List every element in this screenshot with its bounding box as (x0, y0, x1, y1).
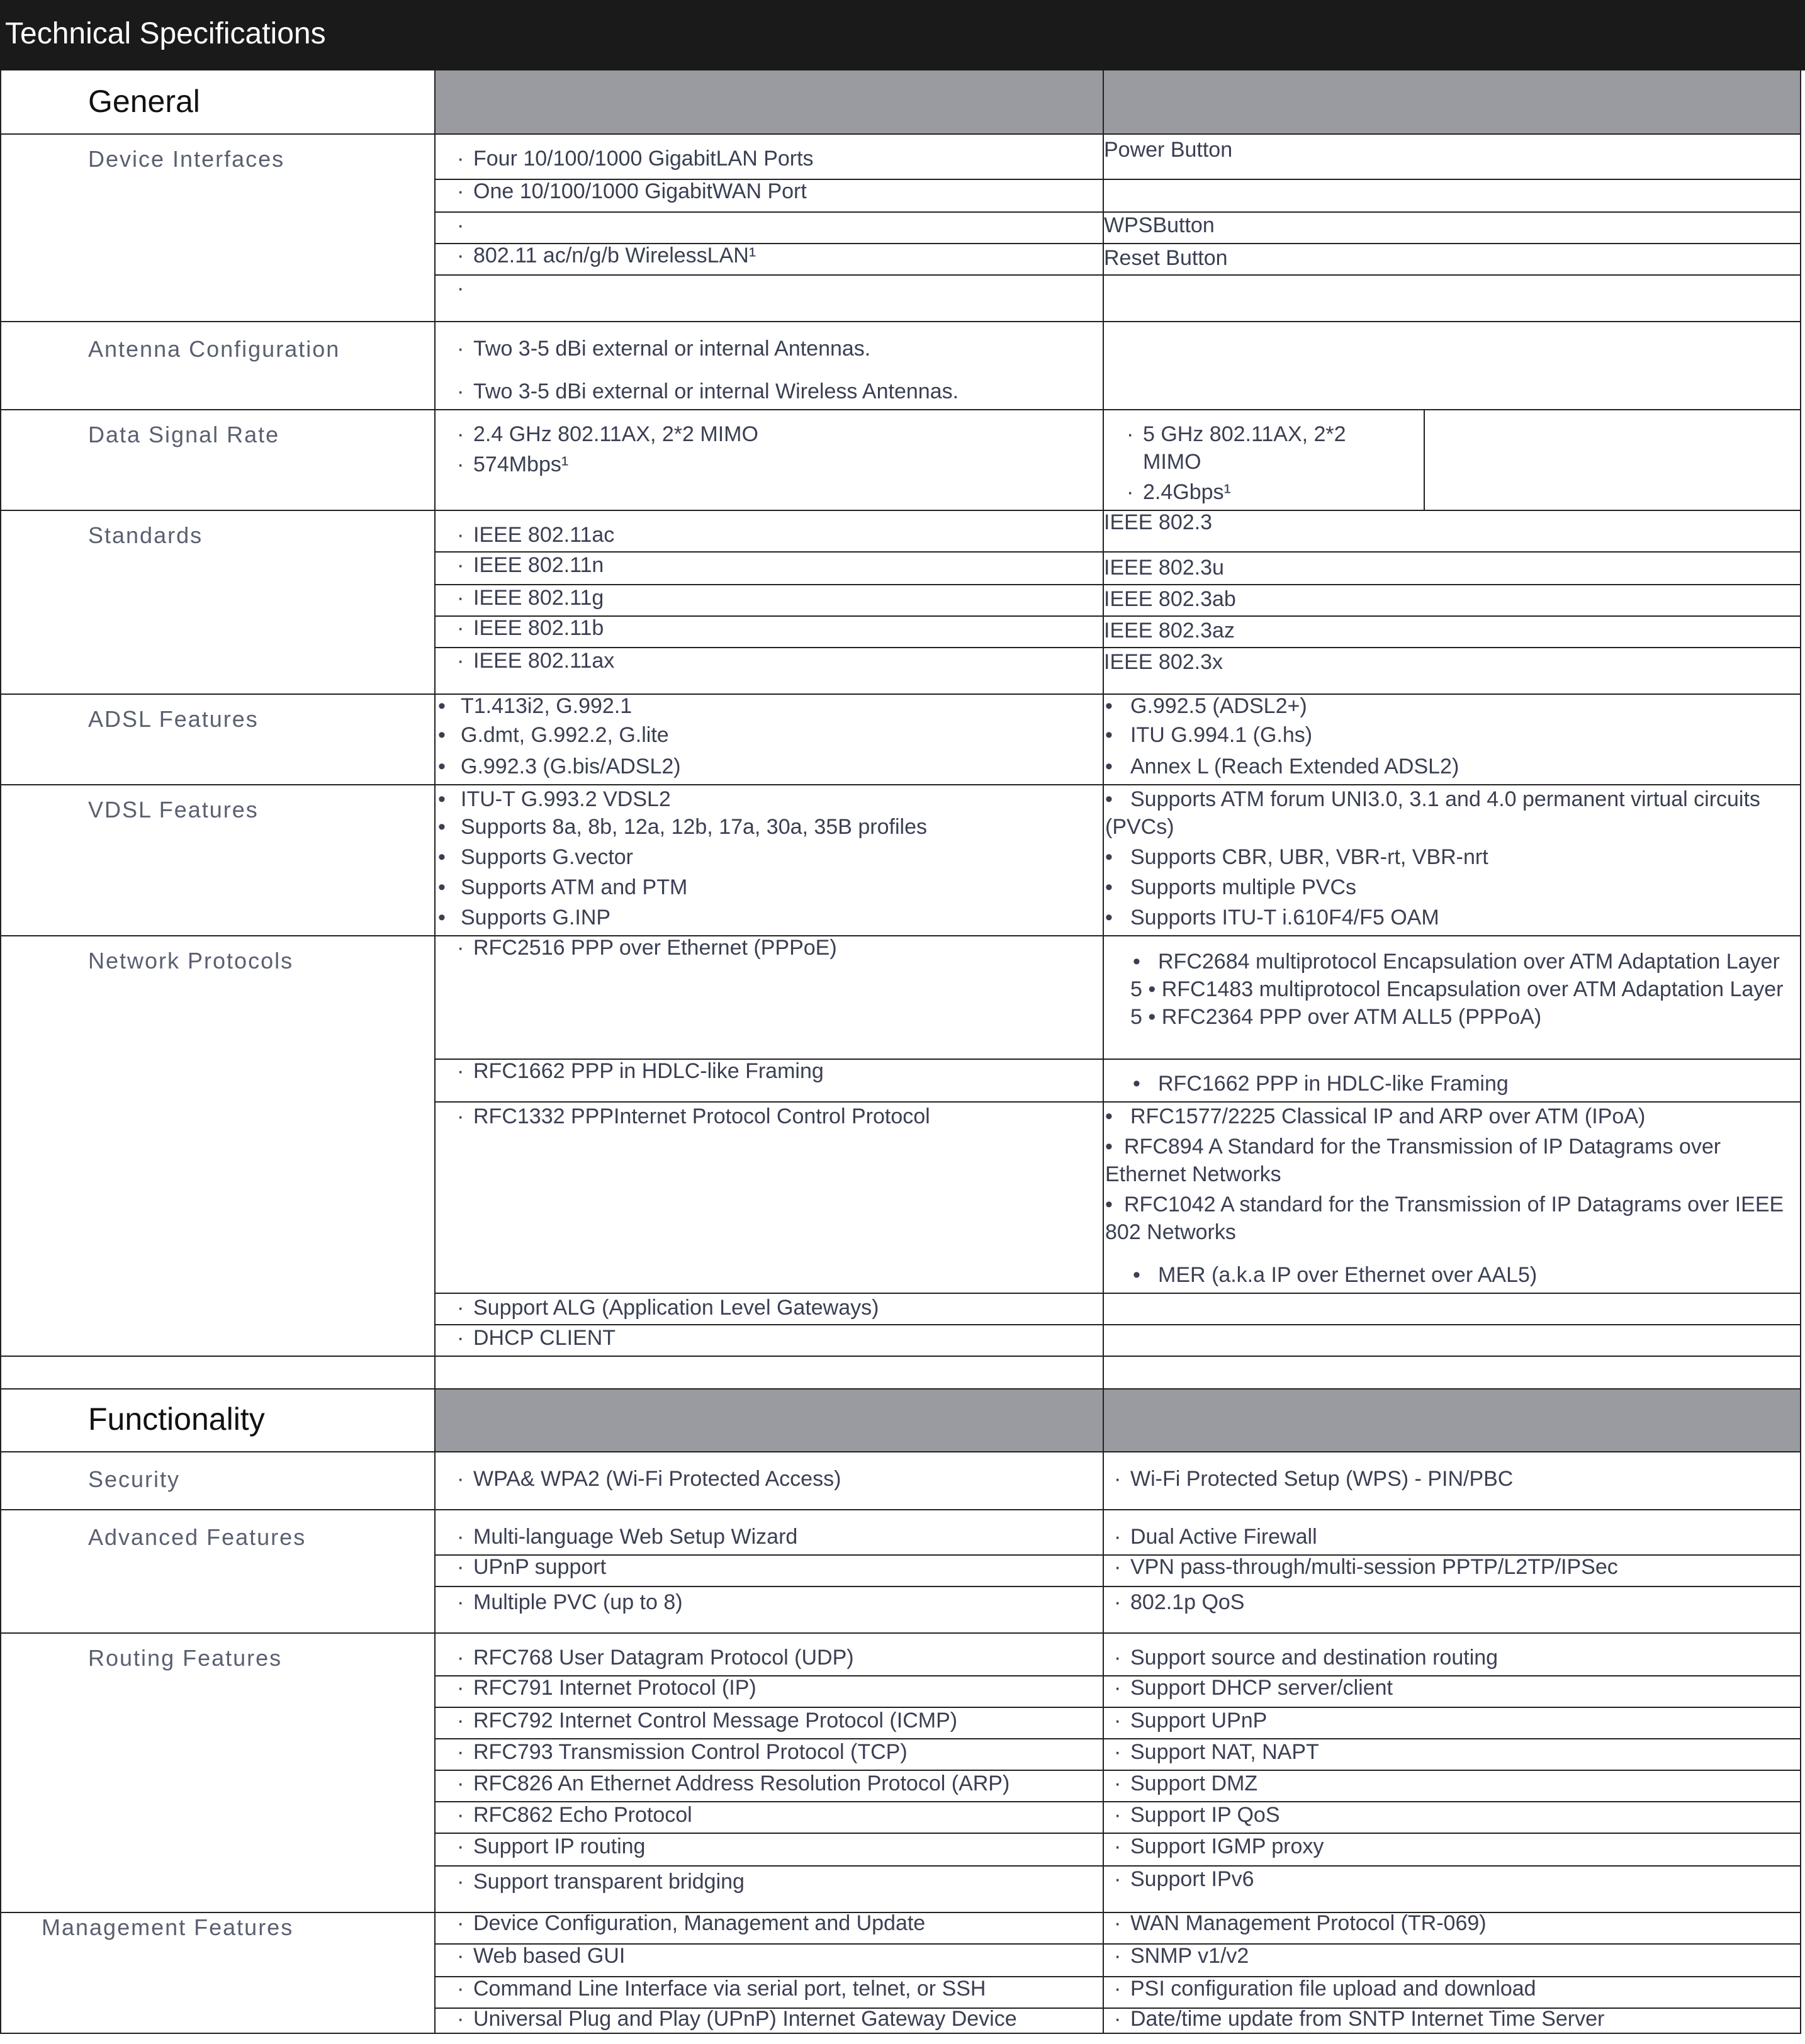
spec-item: DHCP CLIENT (473, 1326, 616, 1350)
spec-item: 2.4Gbps¹ (1143, 480, 1231, 504)
border-left (0, 70, 1, 2034)
spec-item: IEEE 802.3u (1104, 556, 1224, 580)
bullet: · (1114, 1834, 1122, 1858)
spec-item: Command Line Interface via serial port, telnet, or SSH (473, 1977, 986, 2001)
bullet: · (457, 1911, 464, 1935)
spec-item: Four 10/100/1000 GigabitLAN Ports (473, 147, 814, 171)
section-general-label: General (88, 84, 200, 119)
spec-item: RFC1042 A standard for the Transmission of IP Datagrams over IEEE 802 Networks (1105, 1193, 1784, 1244)
spec-item: RFC793 Transmission Control Protocol (TCP) (473, 1740, 908, 1764)
spec-item: Supports ITU-T i.610F4/F5 OAM (1130, 906, 1439, 929)
bullet: • (438, 723, 446, 747)
bullet: · (457, 1740, 464, 1764)
bullet: · (1114, 1867, 1122, 1891)
bullet: · (1114, 1646, 1122, 1670)
spec-item: ITU G.994.1 (G.hs) (1130, 723, 1313, 747)
spec-item: IEEE 802.3ab (1104, 587, 1236, 611)
bullet: · (457, 244, 464, 267)
bullet: · (457, 2007, 464, 2031)
spec-item: Supports CBR, UBR, VBR-rt, VBR-nrt (1130, 845, 1488, 869)
bullet: · (457, 1590, 464, 1614)
spec-item: RFC1662 PPP in HDLC-like Framing (1158, 1072, 1509, 1096)
data-rate-divider (1424, 409, 1425, 510)
spec-item: SNMP v1/v2 (1130, 1944, 1249, 1968)
spec-item: Support IP QoS (1130, 1803, 1280, 1827)
bullet: · (457, 1803, 464, 1827)
bullet: · (457, 213, 464, 237)
spec-item: IEEE 802.3 (1104, 510, 1213, 534)
spec-item: 2.4 GHz 802.11AX, 2*2 MIMO (473, 422, 758, 446)
spec-item: Annex L (Reach Extended ADSL2) (1130, 755, 1459, 778)
row-line (0, 1509, 1801, 1510)
spec-item: Supports multiple PVCs (1130, 875, 1357, 899)
spec-item: RFC768 User Datagram Protocol (UDP) (473, 1646, 854, 1670)
bullet: · (457, 1646, 464, 1670)
spec-item: Support IPv6 (1130, 1867, 1254, 1891)
bullet: · (457, 179, 464, 203)
bullet: • (438, 845, 446, 869)
spec-item: IEEE 802.11n (473, 553, 604, 577)
spec-item: RFC894 A Standard for the Transmission of IP Datagrams over Ethernet Networks (1105, 1135, 1721, 1186)
spec-item: Two 3-5 dBi external or internal Antennas. (473, 337, 871, 361)
bullet: · (457, 1104, 464, 1128)
bullet: • (1105, 906, 1113, 929)
bullet: · (457, 1555, 464, 1579)
spec-item: ITU-T G.993.2 VDSL2 (461, 787, 671, 811)
bullet: · (1127, 480, 1134, 504)
spec-item: 574Mbps¹ (473, 452, 569, 476)
spec-item: MER (a.k.a IP over Ethernet over AAL5) (1158, 1263, 1538, 1287)
spec-item: RFC826 An Ethernet Address Resolution Protocol (ARP) (473, 1772, 1010, 1795)
spec-item: G.dmt, G.992.2, G.lite (461, 723, 669, 747)
spec-item: Device Configuration, Management and Update (473, 1911, 926, 1935)
spec-item: Power Button (1104, 138, 1233, 162)
category-security: Security (88, 1466, 181, 1492)
spec-item: WPSButton (1104, 213, 1215, 237)
bullet: · (1114, 1803, 1122, 1827)
bullet: · (1114, 1467, 1122, 1491)
spec-item: Support ALG (Application Level Gateways) (473, 1296, 879, 1320)
spec-item: Support transparent bridging (473, 1870, 745, 1894)
spec-item: IEEE 802.11ac (473, 523, 615, 547)
spec-item: G.992.5 (ADSL2+) (1130, 694, 1307, 718)
bullet: • (1105, 787, 1113, 811)
bullet: • (1105, 1104, 1113, 1128)
bullet: · (1114, 1944, 1122, 1968)
bullet: • (438, 875, 446, 899)
bullet: · (1127, 422, 1134, 446)
bullet: • (438, 755, 446, 778)
bullet: · (457, 276, 464, 300)
spec-item: Support UPnP (1130, 1709, 1268, 1732)
spec-item: RFC792 Internet Control Message Protocol (ICMP) (473, 1709, 958, 1732)
bullet: · (457, 1467, 464, 1491)
spec-item: G.992.3 (G.bis/ADSL2) (461, 755, 681, 778)
bullet: · (1114, 1911, 1122, 1935)
spec-item: Wi-Fi Protected Setup (WPS) - PIN/PBC (1130, 1467, 1514, 1491)
bullet: • (1133, 950, 1140, 974)
bullet: • (1133, 1263, 1140, 1287)
page-title: Technical Specifications (5, 17, 326, 50)
border-right (1800, 70, 1801, 2034)
spec-item: Supports ATM and PTM (461, 875, 688, 899)
bullet: · (457, 1944, 464, 1968)
spec-item: RFC1332 PPPInternet Protocol Control Protocol (473, 1104, 930, 1128)
bullet: · (457, 1676, 464, 1700)
bullet: · (457, 1870, 464, 1894)
bullet: · (1114, 1772, 1122, 1795)
row-line (0, 1356, 1801, 1357)
spec-item: Two 3-5 dBi external or internal Wireless Antennas. (473, 379, 959, 403)
spec-item: Support DHCP server/client (1130, 1676, 1393, 1700)
spec-item: RFC2684 multiprotocol Encapsulation over ATM Adaptation Layer 5 • RFC1483 multiprotocol Encapsulation over ATM Adaptation Layer 5 • RFC2364 PPP over ATM ALL5 (PPPoA) (1130, 950, 1784, 1029)
spec-item: UPnP support (473, 1555, 607, 1579)
spec-item: IEEE 802.3x (1104, 650, 1223, 674)
spec-item: Multi-language Web Setup Wizard (473, 1525, 798, 1549)
spec-item: Supports G.INP (461, 906, 611, 929)
row-line (0, 935, 1801, 936)
spec-item: RFC862 Echo Protocol (473, 1803, 692, 1827)
row-line (0, 321, 1801, 322)
col-divider-2 (1103, 70, 1104, 2034)
bullet: · (457, 379, 464, 403)
spec-item: Supports 8a, 8b, 12a, 12b, 17a, 30a, 35B profiles (461, 815, 927, 839)
spec-item: Dual Active Firewall (1130, 1525, 1317, 1549)
spec-item: Universal Plug and Play (UPnP) Internet Gateway Device (473, 2007, 1017, 2031)
spec-item: WPA& WPA2 (Wi-Fi Protected Access) (473, 1467, 841, 1491)
spec-item: Support IGMP proxy (1130, 1834, 1324, 1858)
spec-item: Support source and destination routing (1130, 1646, 1499, 1670)
col-divider-1 (434, 70, 436, 2034)
spec-item: RFC1662 PPP in HDLC-like Framing (473, 1059, 824, 1083)
row-line (0, 1451, 1801, 1452)
bullet: • (1105, 723, 1113, 747)
general-header-fill (434, 70, 1800, 133)
row-line (0, 694, 1801, 695)
category-network-protocols: Network Protocols (88, 948, 294, 974)
bullet: · (1114, 1740, 1122, 1764)
bullet: · (457, 1772, 464, 1795)
row-line (0, 510, 1801, 511)
spec-item: PSI configuration file upload and download (1130, 1977, 1536, 2001)
bullet: · (1114, 1525, 1122, 1549)
spec-item: WAN Management Protocol (TR-069) (1130, 1911, 1487, 1935)
bullet: • (1105, 875, 1113, 899)
bullet: • (438, 906, 446, 929)
bullet: • (1105, 755, 1113, 778)
bullet: · (1114, 1555, 1122, 1579)
row-line (0, 409, 1801, 410)
category-advanced-features: Advanced Features (88, 1524, 306, 1550)
spec-item: IEEE 802.11b (473, 616, 604, 640)
spec-item: RFC1577/2225 Classical IP and ARP over ATM (IPoA) (1130, 1104, 1646, 1128)
spec-item: Support IP routing (473, 1834, 646, 1858)
row-line (0, 1632, 1801, 1634)
bullet: · (457, 586, 464, 610)
bullet: · (457, 147, 464, 171)
category-data-signal-rate: Data Signal Rate (88, 422, 280, 447)
category-adsl-features: ADSL Features (88, 706, 259, 732)
bullet: · (457, 1296, 464, 1320)
spec-item: Supports G.vector (461, 845, 634, 869)
row-line (0, 133, 1801, 135)
bullet: · (457, 1977, 464, 2001)
spec-item: Reset Button (1104, 246, 1228, 270)
bullet: · (1114, 1590, 1122, 1614)
bullet: · (457, 1525, 464, 1549)
bullet: • (438, 787, 446, 811)
bullet: · (457, 649, 464, 673)
section-functionality-label: Functionality (88, 1401, 265, 1437)
bullet: • (438, 694, 446, 718)
spec-item: 802.11 ac/n/g/b WirelessLAN¹ (473, 244, 756, 267)
category-vdsl-features: VDSL Features (88, 797, 259, 823)
bullet: • (1105, 1193, 1113, 1216)
bullet: · (457, 1709, 464, 1732)
spec-item: 5 GHz 802.11AX, 2*2 MIMO (1143, 422, 1346, 474)
bullet: · (457, 523, 464, 547)
row-line (0, 2033, 1801, 2034)
bullet: · (457, 422, 464, 446)
bullet: · (457, 1326, 464, 1350)
spec-item: One 10/100/1000 GigabitWAN Port (473, 179, 807, 203)
bullet: • (1133, 1072, 1140, 1096)
bullet: • (1105, 845, 1113, 869)
category-antenna-configuration: Antenna Configuration (88, 336, 340, 362)
spec-item: RFC2516 PPP over Ethernet (PPPoE) (473, 936, 837, 960)
spec-item: Supports ATM forum UNI3.0, 3.1 and 4.0 permanent virtual circuits (PVCs) (1105, 787, 1760, 839)
bullet: · (457, 1834, 464, 1858)
bullet: · (457, 616, 464, 640)
category-standards: Standards (88, 522, 203, 548)
spec-item: Web based GUI (473, 1944, 626, 1968)
bullet: · (1114, 1709, 1122, 1732)
bullet: · (457, 337, 464, 361)
bullet: · (457, 1059, 464, 1083)
bullet: • (438, 815, 446, 839)
spec-item: VPN pass-through/multi-session PPTP/L2TP/IPSec (1130, 1555, 1618, 1579)
bullet: • (1105, 1135, 1113, 1159)
bullet: · (457, 553, 464, 577)
functionality-header-fill (434, 1388, 1800, 1451)
category-management-features: Management Features (42, 1914, 294, 1940)
bullet: · (1114, 1977, 1122, 2001)
bullet: • (1105, 694, 1113, 718)
spec-item: Multiple PVC (up to 8) (473, 1590, 683, 1614)
spec-item: Date/time update from SNTP Internet Time Server (1130, 2007, 1605, 2031)
spec-item: 802.1p QoS (1130, 1590, 1245, 1614)
bullet: · (1114, 1676, 1122, 1700)
spec-item: IEEE 802.3az (1104, 619, 1235, 643)
category-routing-features: Routing Features (88, 1645, 283, 1671)
bullet: · (1114, 2007, 1122, 2031)
spec-item: T1.413i2, G.992.1 (461, 694, 633, 718)
spec-item: Support DMZ (1130, 1772, 1258, 1795)
bullet: · (457, 936, 464, 960)
spec-item: IEEE 802.11ax (473, 649, 615, 673)
row-line (0, 1388, 1801, 1390)
spec-item: RFC791 Internet Protocol (IP) (473, 1676, 756, 1700)
bullet: · (457, 452, 464, 476)
spec-item: Support NAT, NAPT (1130, 1740, 1319, 1764)
spec-item: IEEE 802.11g (473, 586, 604, 610)
category-device-interfaces: Device Interfaces (88, 146, 285, 172)
